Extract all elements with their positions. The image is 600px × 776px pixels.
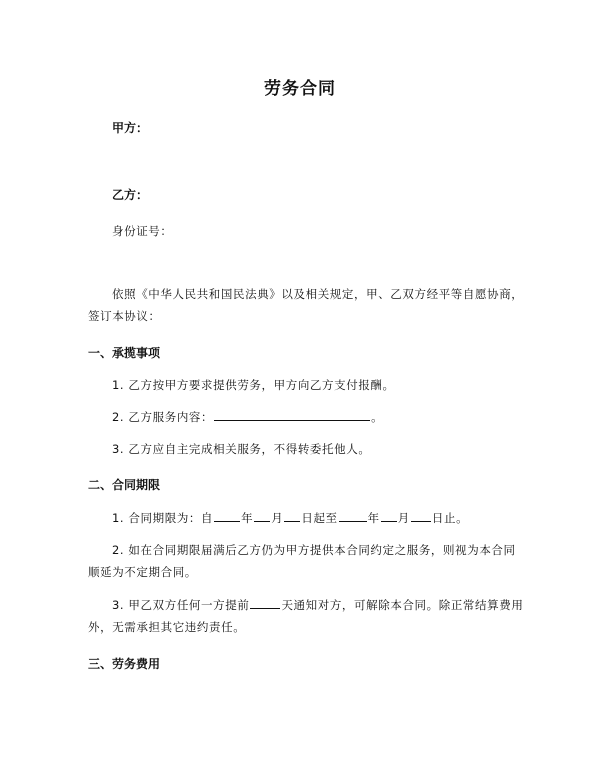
party-b-label: 乙方： [112, 188, 149, 202]
start-day-blank [284, 510, 300, 522]
section-1-heading: 一、承揽事项 [88, 346, 161, 360]
intro-line-2: 签订本协议： [88, 309, 161, 323]
section-1-item-3: 3. 乙方应自主完成相关服务，不得转委托他人。 [112, 442, 371, 456]
section-2-item-3-line-1 [112, 597, 523, 613]
party-a-label: 甲方： [112, 121, 149, 135]
section-1-item-2-prefix: 2. 乙方服务内容： [112, 410, 214, 424]
end-day-label: 日止。 [431, 511, 469, 525]
section-2-item-1 [112, 510, 468, 526]
start-month-blank [254, 510, 270, 522]
term-prefix: 1. 合同期限为：自 [112, 511, 214, 525]
end-month-blank [381, 510, 397, 522]
start-day-label: 日起至 [301, 511, 338, 525]
id-number-label: 身份证号： [112, 224, 173, 238]
service-content-blank [214, 409, 370, 421]
notice-days-blank [250, 597, 280, 609]
end-month-label: 月 [397, 511, 410, 525]
end-year-label: 年 [367, 511, 380, 525]
section-1-item-2 [112, 409, 383, 425]
section-2-heading: 二、合同期限 [88, 478, 161, 492]
start-year-label: 年 [241, 511, 254, 525]
section-1-item-1: 1. 乙方按甲方要求提供劳务，甲方向乙方支付报酬。 [112, 378, 395, 392]
section-3-heading: 三、劳务费用 [88, 657, 161, 671]
document-title: 劳务合同 [264, 79, 336, 99]
start-month-label: 月 [271, 511, 284, 525]
start-year-blank [214, 510, 240, 522]
end-day-blank [411, 510, 431, 522]
section-2-item-3-line-2: 外，无需承担其它违约责任。 [88, 620, 246, 634]
intro-line-1: 依照《中华人民共和国民法典》以及相关规定，甲、乙双方经平等自愿协商， [112, 287, 524, 301]
section-2-item-2-line-1: 2. 如在合同期限届满后乙方仍为甲方提供本合同约定之服务，则视为本合同 [112, 543, 516, 557]
notice-prefix: 3. 甲乙双方任何一方提前 [112, 598, 250, 612]
end-year-blank [339, 510, 367, 522]
notice-suffix: 天通知对方，可解除本合同。除正常结算费用 [281, 598, 524, 612]
section-2-item-2-line-2: 顺延为不定期合同。 [88, 565, 197, 579]
section-1-item-2-suffix: 。 [371, 410, 384, 424]
